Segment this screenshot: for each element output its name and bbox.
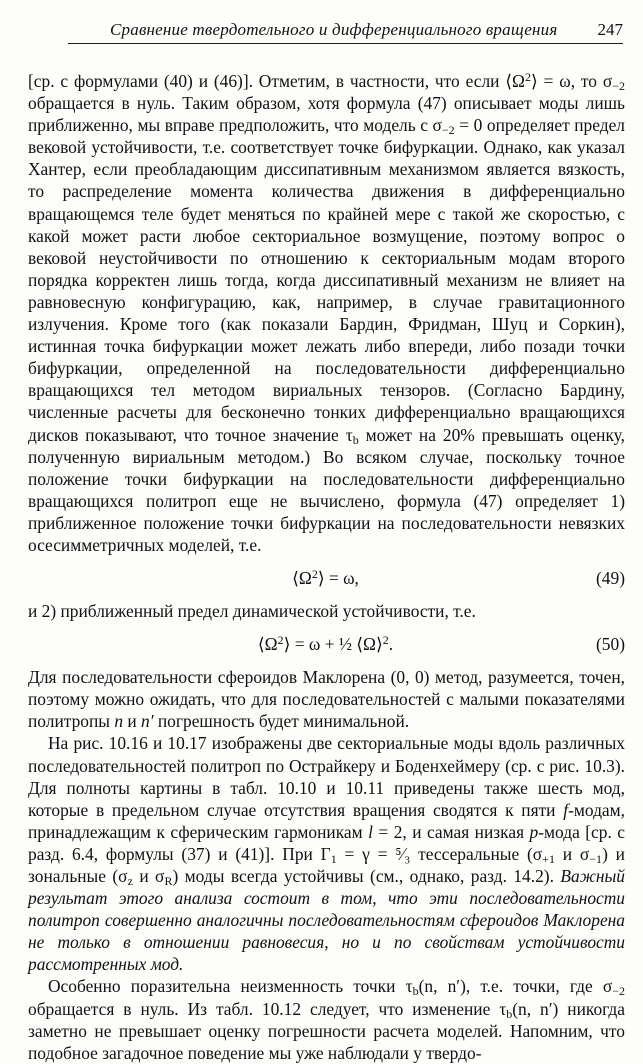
equation-49 (28, 567, 625, 589)
paragraph-5: Особенно поразительна неизменность точки $\tau_b(n$, n′), т.е. точки, где $\sigma_{-2}$ обращается в нуль. Из табл. 10.12 следует, что изменение $\tau_b(n$, n′) никогда заметно не превышает оценку погрешности расчета моделей. Напомним, что подобное загадочное поведение мы уже наблюдали у твердо- (28, 976, 625, 1063)
page-header (68, 14, 623, 44)
page-body (28, 70, 625, 1064)
paragraph-4: На рис. 10.16 и 10.17 изображены две секториальные моды вдоль различных последовательностей политроп по Острайкеру и Боденхеймеру (ср. с рис. 10.3). Для полноты картины в табл. 10.10 и 10.11 приведены также шесть мод, которые в предельном случае отсутствия вращения сводятся к пяти f-модам, принадлежащим к сферическим гармоникам l = 2, и самая низкая p-мода [ср. с разд. 6.4, формулы (37) и (41)]. При $\Gamma_1 = \gamma$ = ⁵⁄₃ тессеральные ($\sigma_{+1}$ и $\sigma_{-1}$) и зональные ($\sigma_z$ и $\sigma_R$) моды всегда устойчивы (см., однако, разд. 14.2). Важный результат этого анализа состоит в том, что эти последовательности политроп совершенно аналогичны последовательностям сфероидов Маклорена не только в отношении равновесия, но и по свойствам устойчивости рассмотренных мод. (28, 733, 626, 975)
page-number: 247 (597, 20, 623, 39)
paragraph-2: и 2) приближенный предел динамической устойчивости, т.е. (28, 601, 476, 622)
running-title: Сравнение твердотельного и дифференциального вращения (110, 20, 558, 39)
paragraph-3: Для последовательности сфероидов Маклорена (0, 0) метод, разумеется, точен, поэтому можно ожидать, что для последовательностей с малыми показателями политропы n и n′ погрешность будет минимальной. (28, 667, 625, 732)
equation-49-body: $⟨\Omega^2⟩ = \omega$, (292, 566, 359, 588)
equation-50-body: $⟨\Omega^2⟩ = \omega$ + ½ ⟨Ω⟩$^2$. (257, 632, 394, 654)
equation-50 (28, 633, 625, 655)
equation-50-number: (50) (596, 633, 625, 654)
equation-49-number: (49) (596, 567, 625, 588)
key-result-italic: Важный результат этого анализа состоит в том, что эти последовательности политроп совершенно аналогичны последовательностям сфероидов Маклорена не только в отношении равновесия, но и по свойствам устойчивости рассмотренных мод. (28, 866, 625, 975)
paragraph-1: [ср. с формулами (40) и (46)]. Отметим, в частности, что если $⟨\Omega^2⟩ = \omega$, то $\sigma_{-2}$ обращается в нуль. Таким образом, хотя формула (47) описывает моды лишь приближенно, мы вправе предположить, что модель с $\sigma_{-2} = 0$ определяет предел вековой устойчивости, т.е. соответствует точке бифуркации. Однако, как указал Хантер, если преобладающим диссипативным механизмом является вязкость, то распределение момента количества движения в дифференциально вращающемся теле будет меняться по крайней мере с такой же скоростью, с какой может расти любое секториальное возмущение, поэтому вопрос о вековой неустойчивости по отношению к секториальным модам второго порядка корректен лишь тогда, когда диссипативный механизм не влияет на равновесную конфигурацию, как, например, в случае гравитационного излучения. Кроме того (как показали Бардин, Фридман, Шуц и Соркин), истинная точка бифуркации может лежать либо впереди, либо позади точки бифуркации, определенной на последовательности дифференциально вращающихся тел методом вириальных тензоров. (Согласно Бардину, численные расчеты для бесконечно тонких дифференциально вращающихся дисков показывают, что точное значение $\tau_b$ может на 20% превышать оценку, полученную вириальным методом.) Во всяком случае, поскольку точное положение точки бифуркации на последовательности дифференциально вращающихся политроп еще не вычислено, формула (47) определяет 1) приближенное положение точки бифуркации на последовательности невязких осесимметричных моделей, т.е. (28, 70, 625, 555)
